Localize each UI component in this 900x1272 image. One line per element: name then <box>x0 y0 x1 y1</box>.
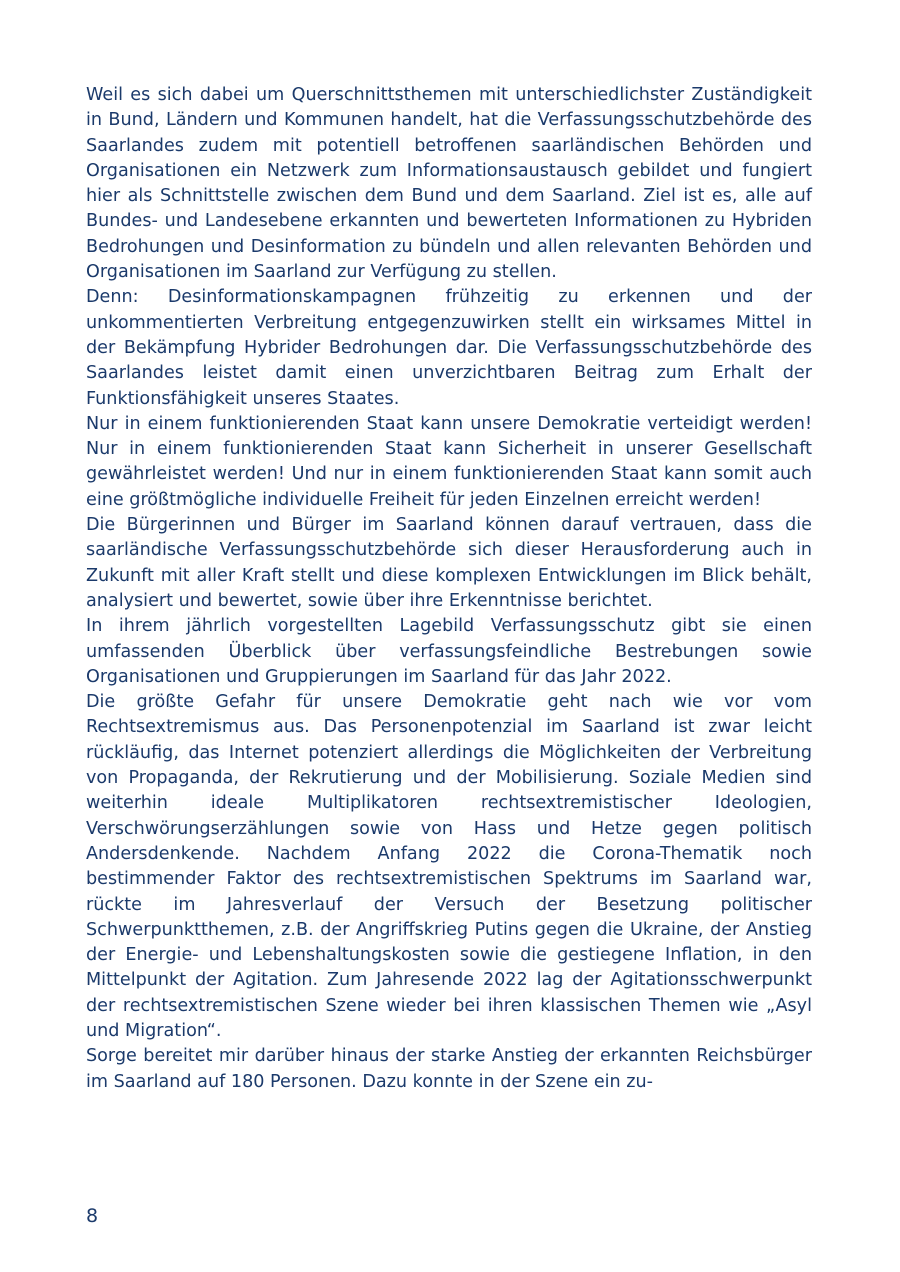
paragraph-5: In ihrem jährlich vorgestellten Lagebild Verfassungsschutz gibt sie einen umfassenden Überblick über verfassungsfeindliche Bestrebungen sowie Organisationen und Gruppierungen im Saarland für das Jahr 2022. <box>86 616 812 687</box>
paragraph-4: Die Bürgerinnen und Bürger im Saarland können darauf vertrauen, dass die saarländische Verfassungsschutzbehörde sich dieser Herausforderung auch in Zukunft mit aller Kraft stellt und diese komplexen Entwicklungen im Blick behält, analysiert und bewertet, sowie über ihre Erkenntnisse berichtet. <box>86 515 812 611</box>
paragraph-3: Nur in einem funktionierenden Staat kann unsere Demokratie verteidigt werden! Nur in einem funktionierenden Staat kann Sicherheit in unserer Gesellschaft gewährleistet werden! Und nur in einem funktionierenden Staat kann somit auch eine größtmögliche individuelle Freiheit für jeden Einzelnen erreicht werden! <box>86 413 812 510</box>
body-text <box>86 83 812 1095</box>
page-number: 8 <box>86 1205 99 1227</box>
paragraph-1: Weil es sich dabei um Querschnittsthemen mit unterschiedlichster Zuständigkeit in Bund, Ländern und Kommunen handelt, hat die Verfassungsschutzbehörde des Saarlandes zudem mit potentiell betroffenen saarländischen Behörden und Organisationen ein Netzwerk zum Informationsaustausch gebildet und fungiert hier als Schnittstelle zwischen dem Bund und dem Saarland. Ziel ist es, alle auf Bundes- und Landesebene erkannten und bewerteten Informationen zu Hybriden Bedrohungen und Desinformation zu bündeln und allen relevanten Behörden und Organisationen im Saarland zur Verfügung zu stellen. <box>86 85 812 283</box>
paragraph-6: Die größte Gefahr für unsere Demokratie geht nach wie vor vom Rechtsextremismus aus. Das Personenpotenzial im Saarland ist zwar leicht rückläufig, das Internet potenziert allerdings die Möglichkeiten der Verbreitung von Propaganda, der Rekrutierung und der Mobilisierung. Soziale Medien sind weiterhin ideale Multiplikatoren rechtsextremistischer Ideologien, Verschwörungserzählungen sowie von Hass und Hetze gegen politisch Andersdenkende. Nachdem Anfang 2022 die Corona-Thematik noch bestimmender Faktor des rechtsextremistischen Spektrums im Saarland war, rückte im Jahresverlauf der Versuch der Besetzung politischer Schwerpunktthemen, z.B. der Angriffskrieg Putins gegen die Ukraine, der Anstieg der Energie- und Lebenshaltungskosten sowie die gestiegene Inflation, in den Mittelpunkt der Agitation. Zum Jahresende 2022 lag der Agitationsschwerpunkt der rechtsextremistischen Szene wieder bei ihren klassischen Themen wie „Asyl und Migration“. <box>86 692 812 1041</box>
paragraph-7: Sorge bereitet mir darüber hinaus der starke Anstieg der erkannten Reichsbürger im Saarland auf 180 Personen. Dazu konnte in der Szene ein zu- <box>86 1046 812 1092</box>
paragraph-2: Denn: Desinformationskampagnen frühzeitig zu erkennen und der unkommentierten Verbreitung entgegenzuwirken stellt ein wirksames Mittel in der Bekämpfung Hybrider Bedrohungen dar. Die Verfassungsschutzbehörde des Saarlandes leistet damit einen unverzichtbaren Beitrag zum Erhalt der Funktionsfähigkeit unseres Staates. <box>86 287 812 409</box>
